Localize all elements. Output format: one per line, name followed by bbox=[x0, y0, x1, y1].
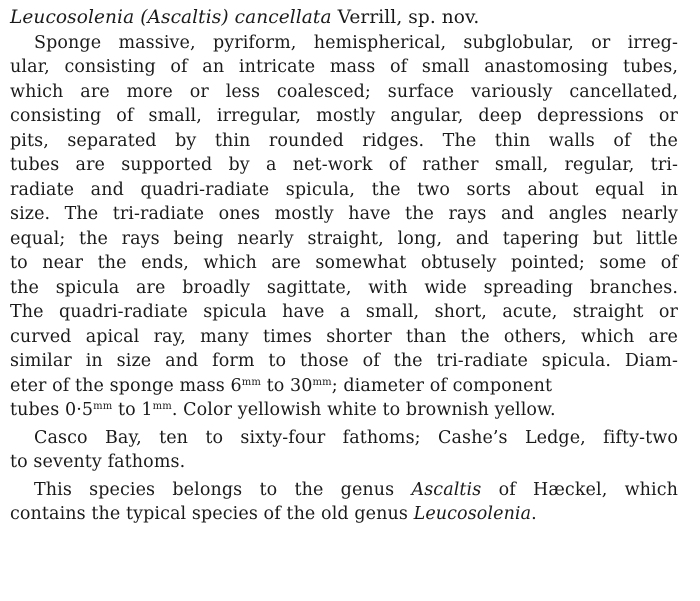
text-line: tubes are supported by a net-work of rather small, regular, tri- bbox=[10, 155, 678, 175]
text-line: the spicula are broadly sagittate, with wide spreading branches. bbox=[10, 277, 678, 298]
text-line-measurements bbox=[10, 374, 678, 399]
unit-superscript: mm bbox=[241, 376, 261, 388]
text-line: Casco Bay, ten to sixty-four fathoms; Cashe’s Ledge, fifty-two bbox=[34, 427, 678, 448]
text-line: Sponge massive, pyriform, hemispherical, subglobular, or irreg- bbox=[34, 32, 678, 53]
text-fragment: eter of the sponge mass 6 bbox=[10, 375, 242, 396]
document-page bbox=[10, 6, 678, 527]
text-line: equal; the rays being nearly straight, long, and tapering but little bbox=[10, 228, 678, 249]
text-line: curved apical ray, many times shorter than the others, which are bbox=[10, 326, 678, 347]
species-name: cancellata bbox=[234, 7, 332, 28]
text-line: which are more or less coalesced; surface variously cancellated, bbox=[10, 81, 678, 102]
species-heading bbox=[10, 6, 678, 31]
text-fragment: . bbox=[531, 504, 537, 524]
genus-name: Ascaltis bbox=[411, 479, 482, 500]
genus-name: Leucosolenia bbox=[10, 7, 135, 28]
text-fragment: to 1 bbox=[112, 400, 153, 420]
description-paragraph bbox=[10, 31, 678, 423]
text-line: pits, separated by thin rounded ridges. The thin walls of the bbox=[10, 130, 678, 151]
unit-superscript: mm bbox=[93, 401, 113, 412]
text-line bbox=[10, 478, 678, 503]
subgenus-name: (Ascaltis) bbox=[140, 7, 229, 28]
text-line: similar in size and form to those of the tri-radiate spicula. Diam- bbox=[10, 351, 678, 371]
text-line: radiate and quadri-radiate spicula, the two sorts about equal in bbox=[10, 179, 678, 200]
unit-superscript: mm bbox=[152, 401, 172, 412]
text-fragment: of Hæckel, which bbox=[481, 479, 679, 500]
text-fragment: . Color yellowish white to brownish yellow. bbox=[171, 400, 556, 420]
text-fragment: tubes 0·5 bbox=[10, 400, 94, 420]
text-line-measurements bbox=[10, 398, 678, 423]
text-line: ular, consisting of an intricate mass of small anastomosing tubes, bbox=[10, 57, 678, 77]
text-fragment: to 30 bbox=[260, 375, 313, 396]
text-line bbox=[10, 502, 678, 527]
text-line: to seventy fathoms. bbox=[10, 452, 186, 472]
genus-name: Leucosolenia bbox=[413, 504, 532, 524]
remarks-paragraph bbox=[10, 478, 678, 527]
authority: Verrill, sp. nov. bbox=[337, 7, 480, 28]
locality-paragraph bbox=[10, 426, 678, 475]
text-fragment: This species belongs to the genus bbox=[34, 479, 412, 500]
text-line: consisting of small, irregular, mostly angular, deep depressions or bbox=[10, 106, 678, 126]
unit-superscript: mm bbox=[312, 376, 332, 388]
text-line: size. The tri-radiate ones mostly have the rays and angles nearly bbox=[10, 204, 678, 224]
text-line: to near the ends, which are somewhat obtusely pointed; some of bbox=[10, 253, 678, 273]
text-line: The quadri-radiate spicula have a small, short, acute, straight or bbox=[10, 302, 678, 322]
text-fragment: ; diameter of component bbox=[331, 375, 553, 396]
text-fragment: contains the typical species of the old genus bbox=[10, 504, 414, 524]
